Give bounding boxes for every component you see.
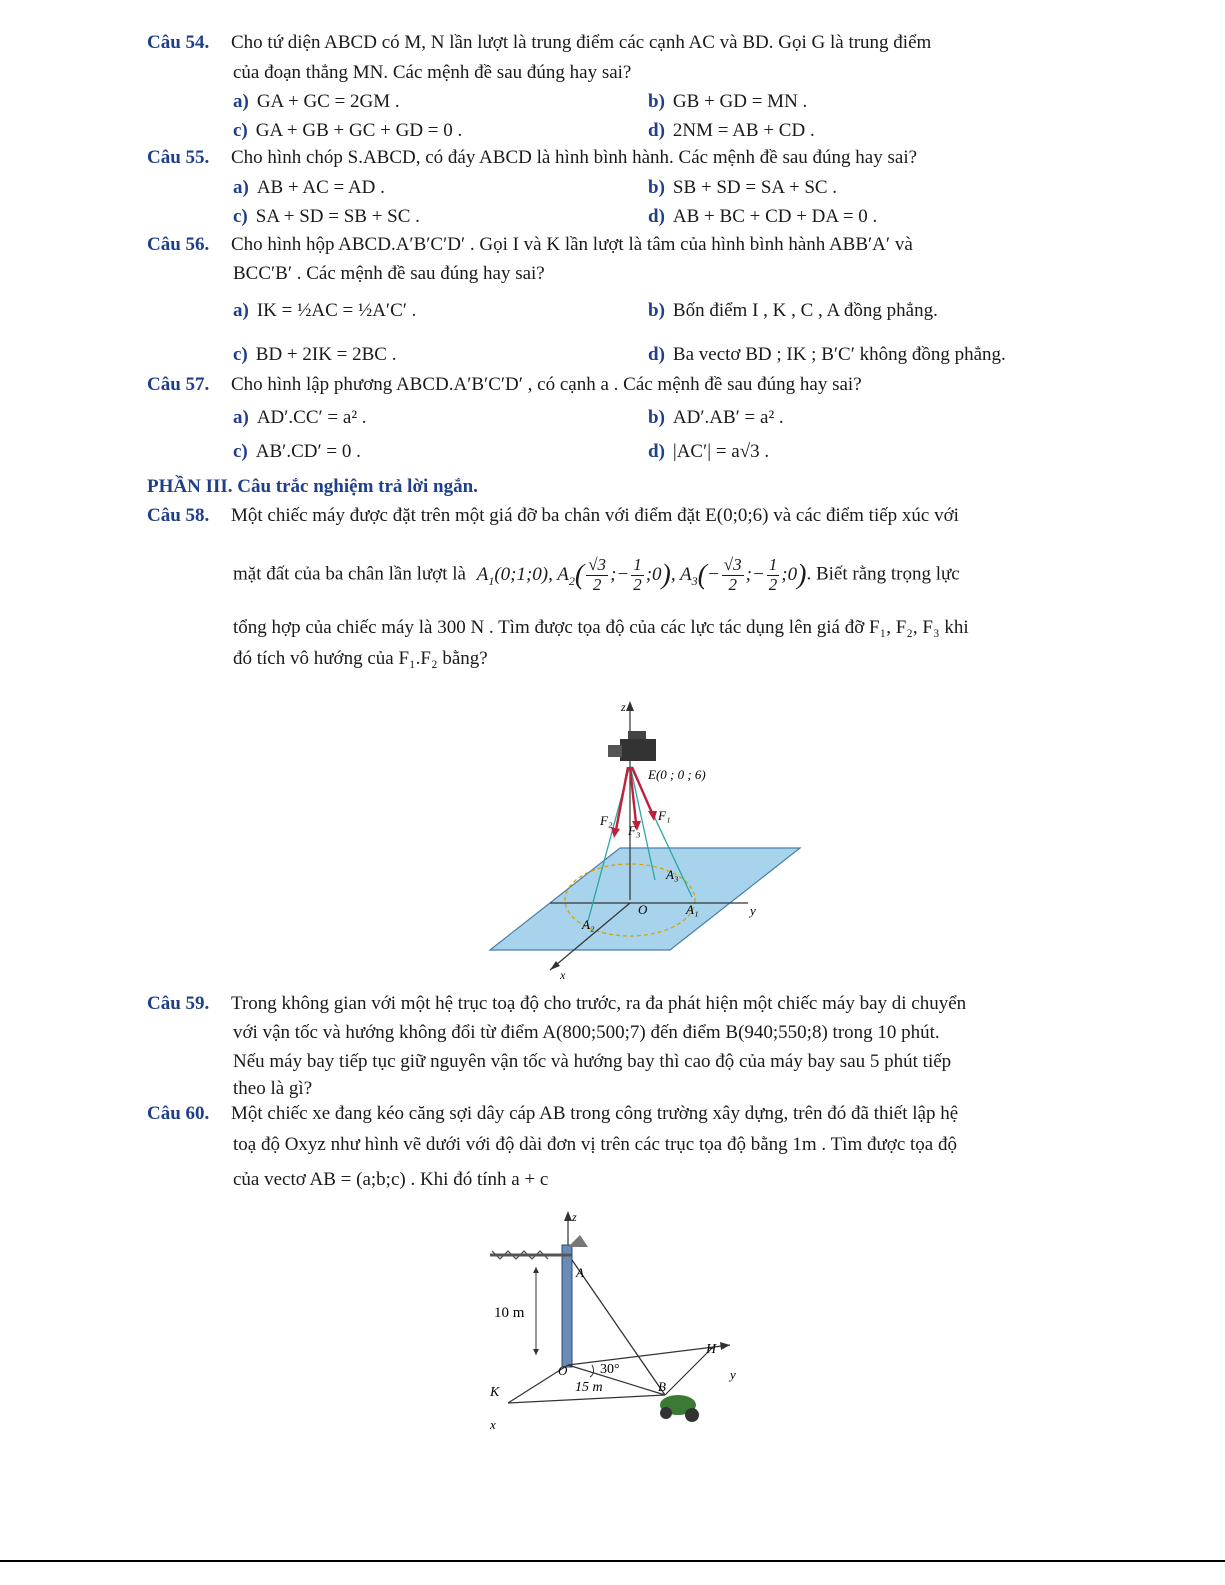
question-label: Câu 59. bbox=[147, 993, 210, 1014]
tripod-figure bbox=[480, 695, 810, 985]
option-a: a) GA + GC = 2GM . bbox=[233, 91, 400, 112]
question-56 bbox=[147, 234, 913, 256]
option-c: c) GA + GB + GC + GD = 0 . bbox=[233, 120, 463, 141]
z-arrow bbox=[564, 1211, 572, 1221]
ok-line bbox=[508, 1395, 665, 1403]
x-label: x bbox=[560, 968, 566, 982]
question-text-cont: đó tích vô hướng của F₁.F₂ bằng? bbox=[233, 648, 488, 669]
question-text-cont: theo là gì? bbox=[233, 1078, 313, 1099]
question-text-cont: của vectơ AB = (a;b;c) . Khi đó tính a + c bbox=[233, 1169, 549, 1190]
option-b: b) Bốn điểm I , K , C , A đồng phẳng. bbox=[648, 300, 938, 321]
z-label: z bbox=[621, 700, 626, 714]
f2-label: F₂ bbox=[600, 813, 613, 828]
question-text-cont: tổng hợp của chiếc máy là 300 N . Tìm được tọa độ của các lực tác dụng lên giá đỡ F₁, F₂, F₃ khi bbox=[233, 617, 969, 638]
y-label: y bbox=[750, 903, 756, 918]
machine-top bbox=[628, 731, 646, 739]
a-label: A bbox=[576, 1265, 584, 1280]
z-arrow bbox=[626, 701, 634, 711]
question-label: Câu 58. bbox=[147, 505, 210, 526]
question-55 bbox=[147, 147, 917, 169]
option-d: d) AB + BC + CD + DA = 0 . bbox=[648, 206, 878, 227]
option-a: a) AD′.CC′ = a² . bbox=[233, 407, 367, 428]
question-label: Câu 55. bbox=[147, 147, 210, 168]
y-label: y bbox=[730, 1367, 736, 1382]
option-c: c) SA + SD = SB + SC . bbox=[233, 206, 420, 227]
machine-lens bbox=[608, 745, 622, 757]
f1-label: F₁ bbox=[658, 808, 671, 823]
a3-label: A₃ bbox=[666, 867, 679, 882]
question-label: Câu 54. bbox=[147, 32, 210, 53]
option-b: b) AD′.AB′ = a² . bbox=[648, 407, 784, 428]
height-dim-top bbox=[533, 1267, 539, 1273]
e-label: E(0 ; 0 ; 6) bbox=[648, 767, 706, 782]
option-b: b) SB + SD = SA + SC . bbox=[648, 177, 838, 198]
question-text-cont: BCC′B′ . Các mệnh đề sau đúng hay sai? bbox=[233, 263, 545, 284]
question-text-cont: mặt đất của ba chân lần lượt là $A_1(0;1;0)$, $A_2$( $\frac{√3}{2}$ ;− $\frac{1}{2}$ ;0), $A_3(-$ $\frac{√3}{2}$ ;− $\frac{1}{2}$ ;0). Biết rằng trọng lực bbox=[233, 555, 960, 594]
crane-figure bbox=[480, 1205, 770, 1435]
question-text: Cho hình lập phương ABCD.A′B′C′D′ , có cạnh a . Các mệnh đề sau đúng hay sai? bbox=[231, 374, 862, 395]
question-text: Cho hình hộp ABCD.A′B′C′D′ . Gọi I và K lần lượt là tâm của hình bình hành ABB′A′ và bbox=[231, 234, 913, 255]
crane-tower bbox=[562, 1245, 572, 1367]
force-f2 bbox=[616, 767, 628, 830]
angle-arc bbox=[590, 1365, 594, 1377]
o-label: O bbox=[558, 1363, 568, 1378]
formula-a-points: $A_1(0;1;0)$, $A_2$( $\frac{√3}{2}$ ;− $\frac{1}{2}$ ;0), $A_3(-$ $\frac{√3}{2}$ ;− $\frac{1}{2}$ ;0) bbox=[476, 555, 807, 594]
question-text: Cho hình chóp S.ABCD, có đáy ABCD là hình bình hành. Các mệnh đề sau đúng hay sai? bbox=[231, 147, 918, 168]
question-text-cont: Nếu máy bay tiếp tục giữ nguyên vận tốc và hướng bay thì cao độ của máy bay sau 5 phút tiếp bbox=[233, 1051, 952, 1072]
option-d: d) 2NM = AB + CD . bbox=[648, 120, 815, 141]
option-b: b) GB + GD = MN . bbox=[648, 91, 808, 112]
question-text: Một chiếc máy được đặt trên một giá đỡ ba chân với điểm đặt E(0;0;6) và các điểm tiếp xúc với bbox=[231, 505, 959, 526]
question-text: Trong không gian với một hệ trục toạ độ cho trước, ra đa phát hiện một chiếc máy bay di chuyển bbox=[231, 993, 967, 1014]
y-arrow bbox=[720, 1342, 730, 1350]
a2-label: A₂ bbox=[582, 917, 595, 932]
question-text-cont: toạ độ Oxyz như hình vẽ dưới với độ dài đơn vị trên các trục tọa độ bằng 1m . Tìm được tọa độ bbox=[233, 1134, 957, 1155]
distance-label: 15 m bbox=[575, 1380, 603, 1395]
option-d: d) |AC′| = a√3 . bbox=[648, 441, 770, 462]
h-label: H bbox=[706, 1342, 717, 1357]
height-dim-bottom bbox=[533, 1349, 539, 1355]
f3-label: F₃ bbox=[628, 823, 641, 838]
question-text: Cho tứ diện ABCD có M, N lần lượt là trung điểm các cạnh AC và BD. Gọi G là trung điểm bbox=[231, 32, 932, 53]
question-59 bbox=[147, 993, 966, 1015]
height-label: 10 m bbox=[494, 1305, 525, 1321]
tractor-wheel-2 bbox=[685, 1408, 699, 1422]
question-text-cont: với vận tốc và hướng không đổi từ điểm A(800;500;7) đến điểm B(940;550;8) trong 10 phút. bbox=[233, 1022, 940, 1043]
z-label: z bbox=[572, 1210, 577, 1224]
machine-body bbox=[620, 739, 656, 761]
option-d: d) Ba vectơ BD ; IK ; B′C′ không đồng phẳng. bbox=[648, 344, 1006, 365]
option-c: c) BD + 2IK = 2BC . bbox=[233, 344, 397, 365]
page-bottom-rule bbox=[0, 1560, 1225, 1562]
x-label: x bbox=[490, 1417, 496, 1432]
angle-label: 30° bbox=[600, 1362, 620, 1377]
option-a: a) IK = ½AC = ½A′C′ . bbox=[233, 300, 417, 321]
k-label: K bbox=[490, 1385, 500, 1400]
section-heading: PHẦN III. Câu trắc nghiệm trả lời ngắn. bbox=[147, 476, 478, 497]
question-60 bbox=[147, 1103, 958, 1125]
a1-label: A₁ bbox=[686, 902, 699, 917]
question-label: Câu 56. bbox=[147, 234, 210, 255]
o-label: O bbox=[638, 902, 648, 917]
option-c: c) AB′.CD′ = 0 . bbox=[233, 441, 361, 462]
question-54 bbox=[147, 32, 931, 54]
question-label: Câu 60. bbox=[147, 1103, 210, 1124]
option-a: a) AB + AC = AD . bbox=[233, 177, 385, 198]
tractor-wheel bbox=[660, 1407, 672, 1419]
question-58 bbox=[147, 505, 959, 527]
b-label: B bbox=[658, 1379, 666, 1394]
question-57 bbox=[147, 374, 862, 396]
question-text: Một chiếc xe đang kéo căng sợi dây cáp AB trong công trường xây dựng, trên đó đã thiết lập hệ bbox=[231, 1103, 959, 1124]
question-text-cont: của đoạn thẳng MN. Các mệnh đề sau đúng hay sai? bbox=[233, 62, 632, 83]
question-label: Câu 57. bbox=[147, 374, 210, 395]
crane-counterweight bbox=[568, 1235, 588, 1247]
